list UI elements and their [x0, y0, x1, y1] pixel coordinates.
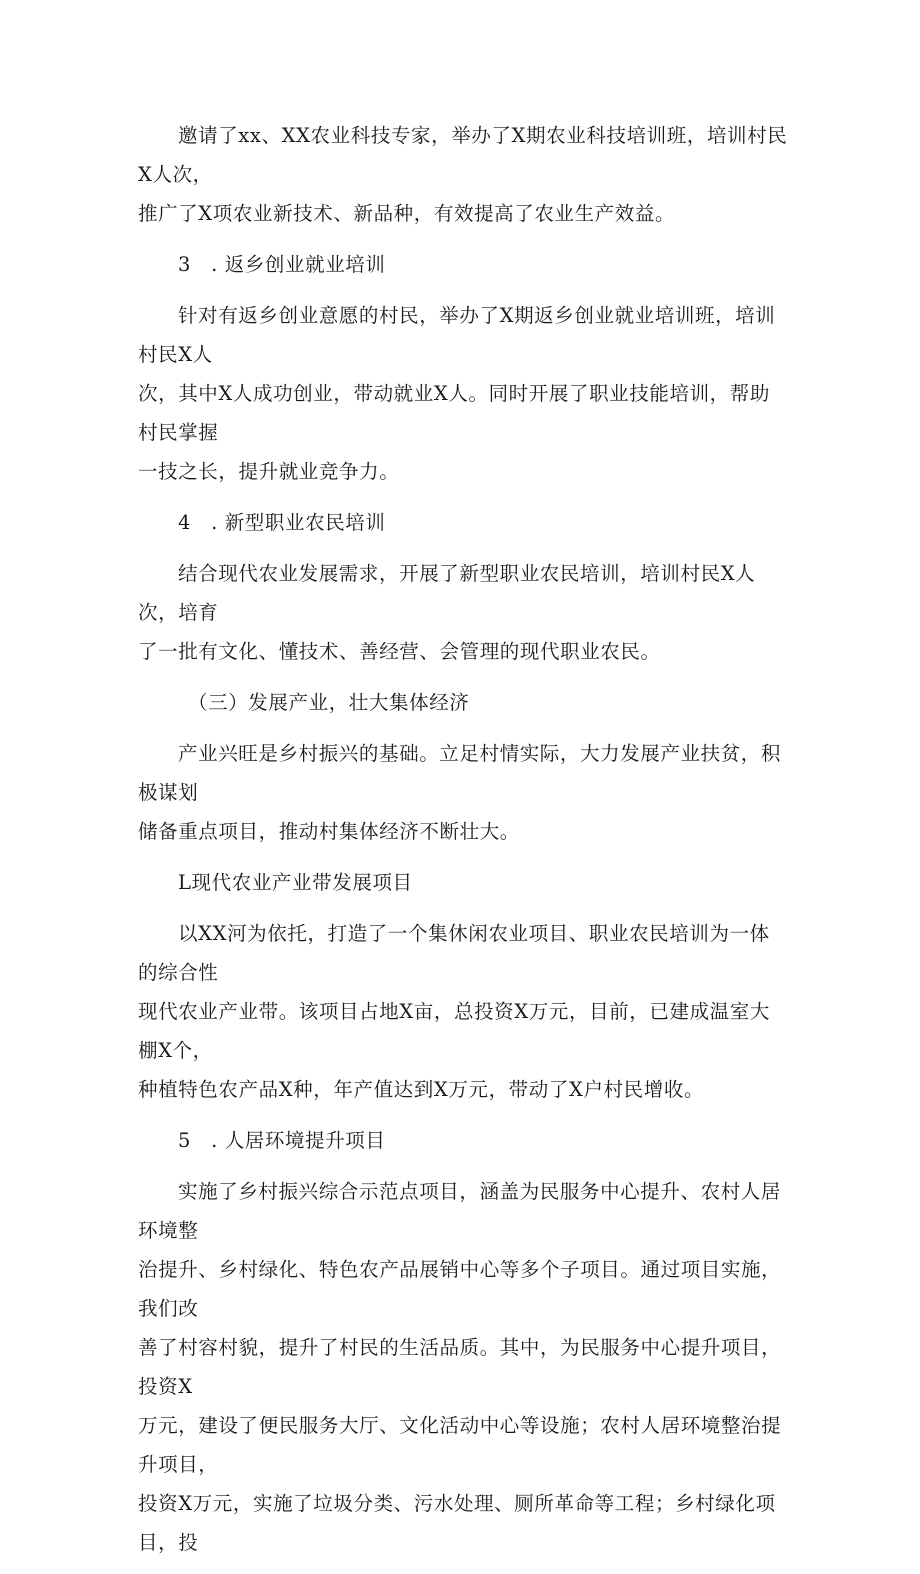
section-heading-three [138, 683, 788, 722]
paragraph-agri-belt [138, 914, 788, 1109]
text-line: 储备重点项目，推动村集体经济不断壮大。 [138, 820, 520, 843]
text-line: 以XX河为依托，打造了一个集休闲农业项目、职业农民培训为一体的综合性 [138, 922, 770, 984]
text-line: 推广了X项农业新技术、新品种，有效提高了农业生产效益。 [138, 202, 676, 225]
text-line: 针对有返乡创业意愿的村民，举办了X期返乡创业就业培训班，培训村民X人 [138, 304, 776, 366]
heading-text: （三）发展产业，壮大集体经济 [188, 691, 470, 714]
text-line: 邀请了xx、XX农业科技专家，举办了X期农业科技培训班，培训村民X人次， [138, 124, 788, 186]
paragraph-living-environment [138, 1172, 788, 1562]
paragraph-industry [138, 734, 788, 851]
text-line: 次，其中X人成功创业，带动就业X人。同时开展了职业技能培训，帮助村民掌握 [138, 382, 770, 444]
section-heading-4 [138, 503, 788, 542]
text-line: 种植特色农产品X种，年产值达到X万元，带动了X户村民增收。 [138, 1078, 705, 1101]
paragraph-new-farmer-training [138, 554, 788, 671]
text-line: 结合现代农业发展需求，开展了新型职业农民培训，培训村民X人次，培育 [138, 562, 756, 624]
text-line: 现代农业产业带。该项目占地X亩，总投资X万元，目前，已建成温室大棚X个， [138, 1000, 770, 1062]
paragraph-intro [138, 116, 788, 233]
text-line: 实施了乡村振兴综合示范点项目，涵盖为民服务中心提升、农村人居环境整 [138, 1180, 782, 1242]
text-line: 万元，建设了便民服务大厅、文化活动中心等设施；农村人居环境整治提升项目， [138, 1414, 782, 1476]
section-heading-3 [138, 245, 788, 284]
text-line: 产业兴旺是乡村振兴的基础。立足村情实际，大力发展产业扶贫，积极谋划 [138, 742, 782, 804]
document-body [138, 116, 788, 1574]
text-line: 了一批有文化、懂技术、善经营、会管理的现代职业农民。 [138, 640, 661, 663]
heading-text: 4 . 新型职业农民培训 [178, 511, 386, 534]
heading-text: 5 . 人居环境提升项目 [178, 1129, 386, 1152]
section-heading-5 [138, 1121, 788, 1160]
heading-text: 3 . 返乡创业就业培训 [178, 253, 386, 276]
text-line: 一技之长，提升就业竞争力。 [138, 460, 400, 483]
section-heading-l [138, 863, 788, 902]
heading-text: L现代农业产业带发展项目 [178, 871, 413, 894]
text-line: 治提升、乡村绿化、特色农产品展销中心等多个子项目。通过项目实施，我们改 [138, 1258, 782, 1320]
text-line: 善了村容村貌，提升了村民的生活品质。其中，为民服务中心提升项目，投资X [138, 1336, 782, 1398]
text-line: 投资X万元，实施了垃圾分类、污水处理、厕所革命等工程；乡村绿化项目，投 [138, 1492, 776, 1554]
paragraph-return-training [138, 296, 788, 491]
